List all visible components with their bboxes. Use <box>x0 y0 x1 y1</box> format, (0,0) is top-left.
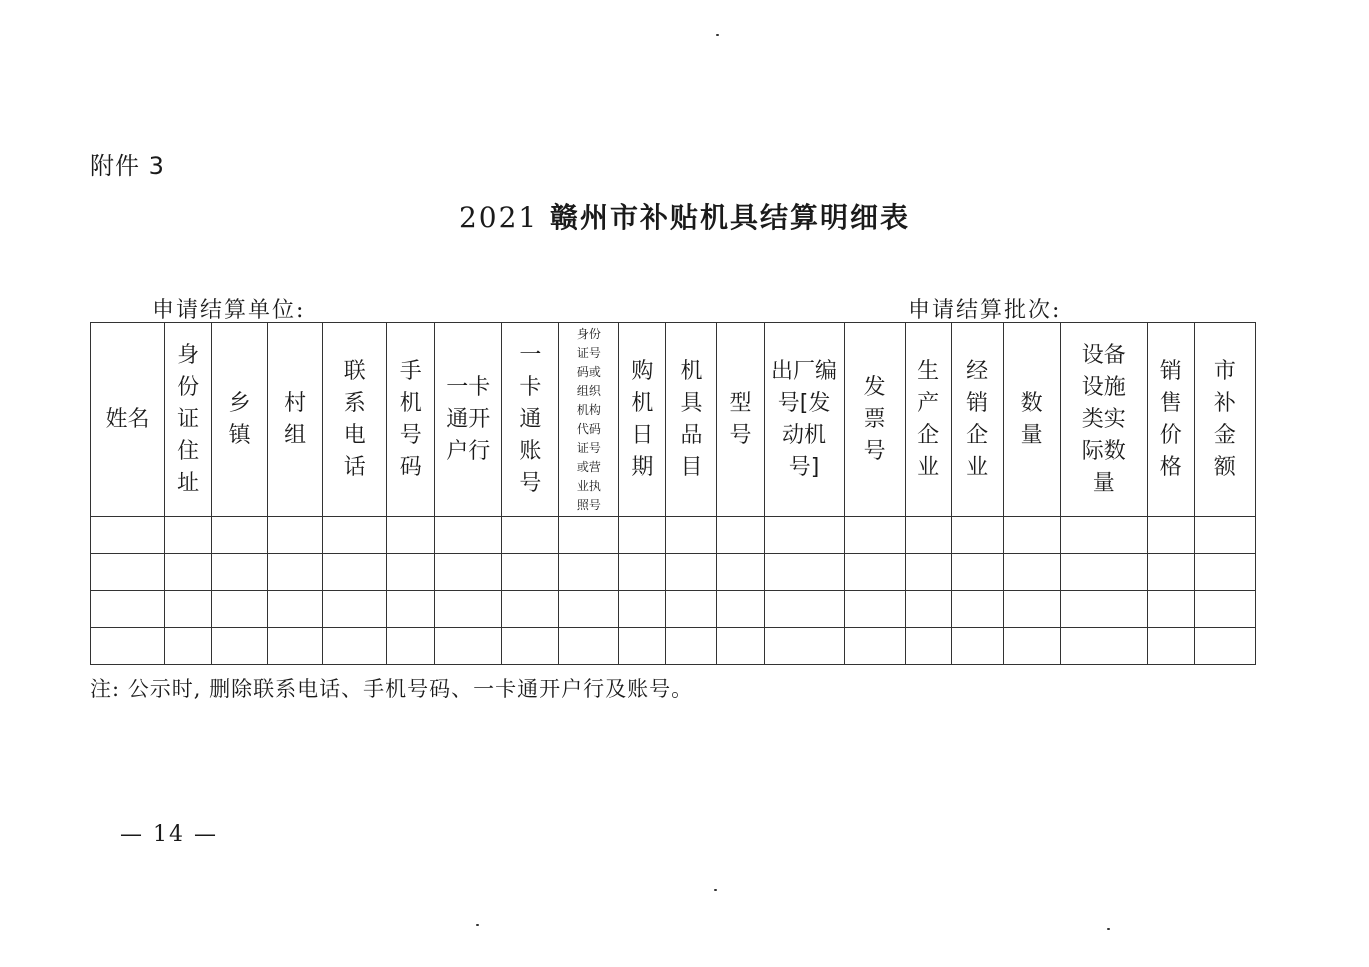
page-number: — 14 — <box>120 822 218 847</box>
table-cell[interactable] <box>559 591 619 628</box>
table-cell[interactable] <box>559 628 619 665</box>
header-mobile-number: 手机号码 <box>387 323 435 517</box>
table-body <box>91 517 1256 665</box>
table-cell[interactable] <box>1194 628 1255 665</box>
apply-unit-label: 申请结算单位: <box>152 298 306 323</box>
table-cell[interactable] <box>165 554 212 591</box>
table-cell[interactable] <box>1060 628 1147 665</box>
table-cell[interactable] <box>323 554 387 591</box>
table-cell[interactable] <box>717 628 764 665</box>
table-cell[interactable] <box>1194 591 1255 628</box>
header-card-bank: 一卡通开户行 <box>435 323 502 517</box>
table-cell[interactable] <box>844 628 905 665</box>
table-cell[interactable] <box>666 591 717 628</box>
header-city-subsidy: 市补金额 <box>1194 323 1255 517</box>
table-cell[interactable] <box>387 591 435 628</box>
header-sale-price: 销售价格 <box>1147 323 1194 517</box>
table-cell[interactable] <box>1003 554 1060 591</box>
table-cell[interactable] <box>1060 591 1147 628</box>
document-title <box>0 196 1369 236</box>
table-row <box>91 517 1256 554</box>
table-cell[interactable] <box>387 554 435 591</box>
table-cell[interactable] <box>844 517 905 554</box>
table-cell[interactable] <box>1194 554 1255 591</box>
table-cell[interactable] <box>619 554 666 591</box>
scan-speck <box>476 924 479 926</box>
table-cell[interactable] <box>502 591 559 628</box>
table-cell[interactable] <box>165 628 212 665</box>
header-card-account: 一卡通账号 <box>502 323 559 517</box>
header-model: 型号 <box>717 323 764 517</box>
table-cell[interactable] <box>323 591 387 628</box>
table-cell[interactable] <box>764 628 844 665</box>
header-village-group: 村组 <box>268 323 323 517</box>
table-cell[interactable] <box>1147 591 1194 628</box>
table-row <box>91 554 1256 591</box>
title-text: 赣州市补贴机具结算明细表 <box>550 201 911 234</box>
table-cell[interactable] <box>387 628 435 665</box>
table-cell[interactable] <box>1194 517 1255 554</box>
scan-speck <box>716 34 719 36</box>
table-cell[interactable] <box>619 628 666 665</box>
table-cell[interactable] <box>619 517 666 554</box>
table-cell[interactable] <box>1003 628 1060 665</box>
header-contact-phone: 联系电话 <box>323 323 387 517</box>
table-cell[interactable] <box>764 517 844 554</box>
table-cell[interactable] <box>268 554 323 591</box>
settlement-table <box>90 322 1256 665</box>
scan-speck <box>714 889 717 891</box>
table-cell[interactable] <box>666 628 717 665</box>
table-cell[interactable] <box>165 591 212 628</box>
header-township: 乡镇 <box>212 323 268 517</box>
table-cell[interactable] <box>1147 554 1194 591</box>
table-cell[interactable] <box>559 554 619 591</box>
table-cell[interactable] <box>764 554 844 591</box>
header-serial-number: 出厂编号[发动机号] <box>764 323 844 517</box>
table-cell[interactable] <box>1060 517 1147 554</box>
table-cell[interactable] <box>1147 628 1194 665</box>
header-dealer: 经销企业 <box>951 323 1003 517</box>
table-cell[interactable] <box>905 517 951 554</box>
table-cell[interactable] <box>844 554 905 591</box>
table-cell[interactable] <box>1003 591 1060 628</box>
table-cell[interactable] <box>91 554 165 591</box>
scan-speck <box>1107 928 1110 930</box>
title-year: 2021 <box>458 201 539 234</box>
table-cell[interactable] <box>717 554 764 591</box>
attachment-label: 附件 3 <box>90 152 165 180</box>
table-cell[interactable] <box>268 517 323 554</box>
header-manufacturer: 生产企业 <box>905 323 951 517</box>
header-quantity: 数量 <box>1003 323 1060 517</box>
table-cell[interactable] <box>268 628 323 665</box>
header-actual-equipment-quantity: 设备设施类实际数量 <box>1060 323 1147 517</box>
table-cell[interactable] <box>212 517 268 554</box>
header-purchase-date: 购机日期 <box>619 323 666 517</box>
header-invoice-number: 发票号 <box>844 323 905 517</box>
header-name: 姓名 <box>91 323 165 517</box>
table-cell[interactable] <box>717 591 764 628</box>
table-cell[interactable] <box>764 591 844 628</box>
table-cell[interactable] <box>323 517 387 554</box>
table-cell[interactable] <box>212 628 268 665</box>
table-cell[interactable] <box>91 591 165 628</box>
apply-batch-label: 申请结算批次: <box>908 298 1062 323</box>
table-cell[interactable] <box>268 591 323 628</box>
table-cell[interactable] <box>435 554 502 591</box>
table-cell[interactable] <box>951 591 1003 628</box>
table-cell[interactable] <box>666 517 717 554</box>
table-cell[interactable] <box>666 554 717 591</box>
footnote: 注: 公示时, 删除联系电话、手机号码、一卡通开户行及账号。 <box>90 677 694 701</box>
table-cell[interactable] <box>502 628 559 665</box>
header-id-or-license-number: 身份证号码或组织机构代码证号或营业执照号 <box>559 323 619 517</box>
table-cell[interactable] <box>905 628 951 665</box>
table-row <box>91 591 1256 628</box>
table-cell[interactable] <box>951 517 1003 554</box>
table-cell[interactable] <box>1060 554 1147 591</box>
table-cell[interactable] <box>905 554 951 591</box>
table-cell[interactable] <box>91 628 165 665</box>
table-cell[interactable] <box>435 517 502 554</box>
header-machine-category: 机具品目 <box>666 323 717 517</box>
table-cell[interactable] <box>91 517 165 554</box>
table-cell[interactable] <box>502 517 559 554</box>
table-cell[interactable] <box>1147 517 1194 554</box>
table-cell[interactable] <box>1003 517 1060 554</box>
table-cell[interactable] <box>323 628 387 665</box>
table-cell[interactable] <box>212 554 268 591</box>
table-cell[interactable] <box>435 591 502 628</box>
table-cell[interactable] <box>951 628 1003 665</box>
table-cell[interactable] <box>435 628 502 665</box>
table-header-row <box>91 323 1256 517</box>
header-id-address: 身份证住址 <box>165 323 212 517</box>
table-cell[interactable] <box>387 517 435 554</box>
table-cell[interactable] <box>559 517 619 554</box>
table-cell[interactable] <box>212 591 268 628</box>
table-cell[interactable] <box>844 591 905 628</box>
table-cell[interactable] <box>951 554 1003 591</box>
table-row <box>91 628 1256 665</box>
table-cell[interactable] <box>502 554 559 591</box>
table-cell[interactable] <box>905 591 951 628</box>
table-cell[interactable] <box>619 591 666 628</box>
table-cell[interactable] <box>717 517 764 554</box>
table-cell[interactable] <box>165 517 212 554</box>
